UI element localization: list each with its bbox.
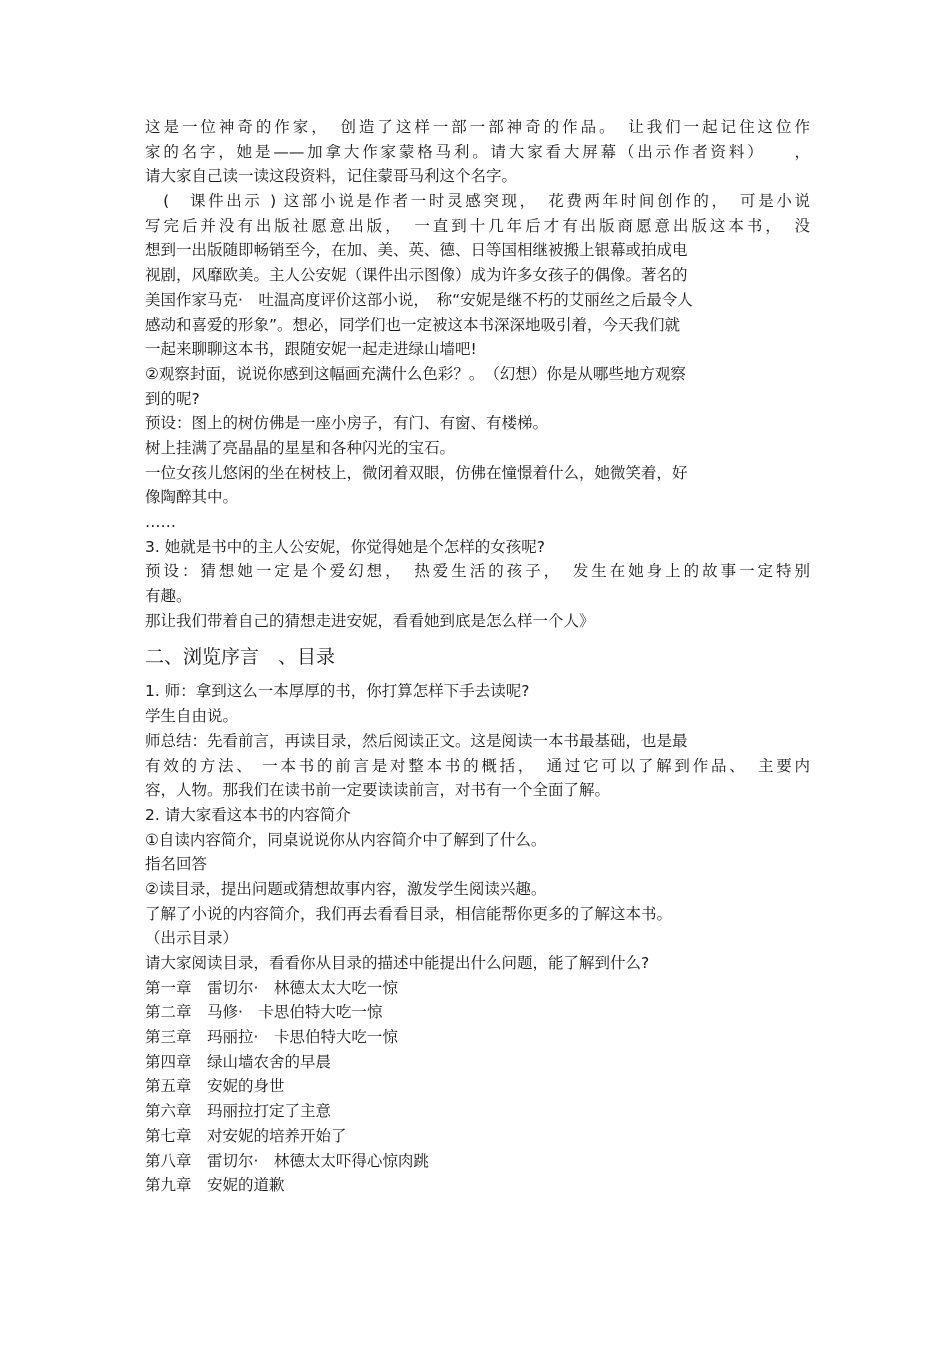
text-line: ①自读内容简介，同桌说说你从内容简介中了解到了什么。	[145, 830, 547, 849]
text-line: ②读目录，提出问题或猜想故事内容，激发学生阅读兴趣。	[145, 879, 547, 898]
text-line: 预设：猜想她一定是个爱幻想， 热爱生活的孩子， 发生在她身上的故事一定特别	[145, 562, 810, 581]
text-line: 了解了小说的内容简介，我们再去看看目录，相信能帮你更多的了解这本书。	[145, 904, 673, 923]
text-line: （出示目录）	[145, 929, 239, 948]
chapter-item: 第一章 雷切尔· 林德太太大吃一惊	[145, 978, 398, 997]
chapter-item: 第九章 安妮的道歉	[145, 1176, 285, 1195]
text-line: 1. 师：拿到这么一本厚厚的书，你打算怎样下手去读呢?	[145, 682, 530, 701]
text-line: ②观察封面，说说你感到这幅画充满什么色彩？。 （幻想）你是从哪些地方观察	[145, 364, 686, 383]
text-line: 有趣。	[145, 587, 192, 606]
text-line: 到的呢?	[145, 389, 200, 408]
text-line: 一起来聊聊这本书，跟随安妮一起走进绿山墙吧!	[145, 340, 477, 359]
text-line: 想到一出版随即畅销至今，在加、美、英、德、日等国相继被搬上银幕或拍成电	[145, 241, 688, 260]
chapter-item: 第二章 马修· 卡思伯特大吃一惊	[145, 1003, 383, 1022]
text-line: 预设：图上的树仿佛是一座小房子，有门、有窗、有楼梯。	[145, 414, 549, 433]
chapter-item: 第六章 玛丽拉打定了主意	[145, 1102, 332, 1121]
intro-section	[145, 115, 810, 633]
chapter-item: 第七章 对安妮的培养开始了	[145, 1126, 347, 1145]
text-line: 有效的方法、 一本书的前言是对整本书的概括， 通过它可以了解到作品、 主要内	[145, 756, 810, 775]
text-line: 一位女孩儿悠闲的坐在树枝上，微闭着双眼，仿佛在憧憬着什么，她微笑着，好	[145, 463, 688, 482]
section-heading: 二、浏览序言 、目录	[145, 646, 336, 669]
text-line: 3. 她就是书中的主人公安妮，你觉得她是个怎样的女孩呢?	[145, 537, 545, 556]
document-content	[145, 115, 810, 1198]
text-line: ( 课件出示 ) 这部小说是作者一时灵感突现， 花费两年时间创作的， 可是小说	[145, 192, 810, 211]
text-line: 美国作家马克· 吐温高度评价这部小说， 称“安妮是继不朽的艾丽丝之后最令人	[145, 290, 693, 309]
text-line: 请大家阅读目录，看看你从目录的描述中能提出什么问题，能了解到什么?	[145, 954, 650, 972]
text-line: 指名回答	[145, 855, 208, 874]
chapter-item: 第三章 玛丽拉· 卡思伯特大吃一惊	[145, 1028, 398, 1047]
text-line: 家的名字，她是——加拿大作家蒙格马利。请大家看大屏幕（出示作者资料） ，	[145, 142, 810, 161]
chapter-list	[145, 976, 810, 1198]
text-line: 写完后并没有出版社愿意出版， 一直到十几年后才有出版商愿意出版这本书， 没	[145, 216, 810, 235]
text-line: 视剧，风靡欧美。主人公安妮（课件出示图像）成为许多女孩子的偶像。著名的	[145, 266, 688, 285]
text-line: 容，人物。那我们在读书前一定要读读前言，对书有一个全面了解。	[145, 781, 611, 800]
text-line: 感动和喜爱的形象”。想必，同学们也一定被这本书深深地吸引着，今天我们就	[145, 315, 681, 334]
text-line: 像陶醉其中。	[145, 488, 239, 507]
text-line: 树上挂满了亮晶晶的星星和各种闪光的宝石。	[145, 438, 456, 457]
text-line: 学生自由说。	[145, 707, 239, 726]
chapter-item: 第五章 安妮的身世	[145, 1077, 285, 1096]
text-line: 师总结：先看前言，再读目录，然后阅读正文。这是阅读一本书最基础，也是最	[145, 731, 688, 750]
chapter-item: 第四章 绿山墙农舍的早晨	[145, 1052, 332, 1071]
body-section	[145, 679, 810, 975]
text-line: 2. 请大家看这本书的内容简介	[145, 805, 351, 824]
text-line: 请大家自己读一读这段资料，记住蒙哥马利这个名字。	[145, 167, 518, 186]
text-line: ……	[145, 513, 176, 531]
chapter-item: 第八章 雷切尔· 林德太太吓得心惊肉跳	[145, 1151, 429, 1170]
text-line: 这是一位神奇的作家， 创造了这样一部一部神奇的作品。 让我们一起记住这位作	[145, 118, 810, 136]
text-line: 那让我们带着自己的猜想走进安妮，看看她到底是怎么样一个人》	[145, 611, 595, 630]
